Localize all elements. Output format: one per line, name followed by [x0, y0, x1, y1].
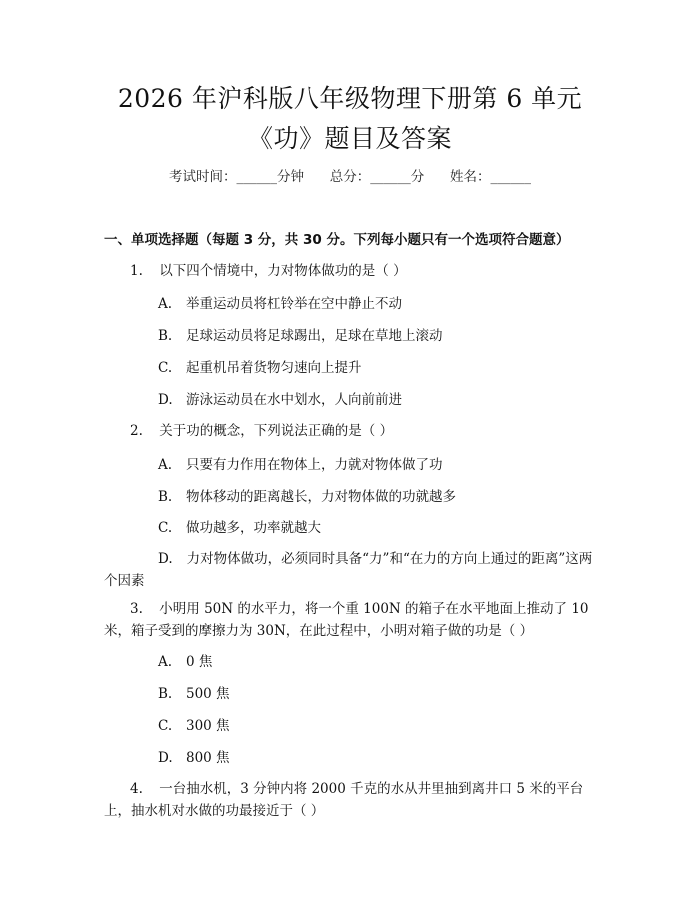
option-3d — [158, 749, 230, 767]
option-3a — [158, 653, 212, 671]
option-letter: B. — [158, 686, 173, 702]
option-2c — [158, 519, 321, 537]
option-text: 0 焦 — [186, 654, 213, 670]
option-text: 足球运动员将足球踢出，足球在草地上滚动 — [186, 328, 443, 344]
option-text: 起重机吊着货物匀速向上提升 — [186, 360, 362, 376]
option-letter: D. — [158, 392, 173, 408]
option-text: 500 焦 — [186, 686, 230, 702]
option-letter: A. — [158, 654, 173, 670]
option-1a — [158, 295, 402, 313]
question-text: 小明用 50N 的水平力，将一个重 100N 的箱子在水平地面上推动了 10 米，箱子受到的摩擦力为 30N，在此过程中，小明对箱子做的功是（ ） — [104, 601, 589, 639]
option-3c — [158, 717, 230, 735]
question-text: 关于功的概念，下列说法正确的是（ ） — [159, 423, 394, 439]
option-2d — [104, 548, 596, 592]
option-letter: D. — [158, 750, 173, 766]
option-3b — [158, 685, 230, 703]
option-letter: C. — [158, 520, 173, 536]
option-text: 举重运动员将杠铃举在空中静止不动 — [186, 296, 402, 312]
question-1 — [104, 260, 596, 282]
option-letter: A. — [158, 457, 173, 473]
question-number: 3. — [130, 601, 143, 617]
question-3 — [104, 598, 596, 642]
option-text: 游泳运动员在水中划水，人向前前进 — [186, 392, 402, 408]
question-number: 2. — [130, 423, 143, 439]
option-letter: D. — [158, 551, 173, 567]
option-letter: B. — [158, 328, 173, 344]
question-number: 1. — [130, 263, 143, 279]
option-text: 只要有力作用在物体上，力就对物体做了功 — [186, 457, 443, 473]
question-2 — [104, 420, 596, 442]
exam-info-line: 考试时间：______分钟 总分：______分 姓名：______ — [169, 169, 531, 185]
option-text: 做功越多，功率就越大 — [186, 520, 321, 536]
section-heading: 一、单项选择题（每题 3 分，共 30 分。下列每小题只有一个选项符合题意） — [104, 232, 570, 248]
option-letter: A. — [158, 296, 173, 312]
option-letter: C. — [158, 360, 173, 376]
option-2b — [158, 488, 456, 506]
question-number: 4. — [130, 781, 143, 797]
option-1d — [158, 391, 402, 409]
option-text: 300 焦 — [186, 718, 230, 734]
option-letter: C. — [158, 718, 173, 734]
option-2a — [158, 456, 443, 474]
question-text: 以下四个情境中，力对物体做功的是（ ） — [159, 263, 407, 279]
option-1b — [158, 327, 443, 345]
option-letter: B. — [158, 489, 173, 505]
document-title-line1: 2026 年沪科版八年级物理下册第 6 单元 — [117, 84, 583, 113]
option-text: 物体移动的距离越长，力对物体做的功就越多 — [186, 489, 456, 505]
option-text: 力对物体做功，必须同时具备“力”和“在力的方向上通过的距离”这两个因素 — [104, 551, 593, 589]
question-4 — [104, 778, 596, 822]
option-text: 800 焦 — [186, 750, 230, 766]
option-1c — [158, 359, 362, 377]
document-title-line2: 《功》题目及答案 — [247, 124, 452, 153]
question-text: 一台抽水机，3 分钟内将 2000 千克的水从井里抽到离井口 5 米的平台上，抽水机对水做的功最接近于（ ） — [104, 781, 584, 819]
